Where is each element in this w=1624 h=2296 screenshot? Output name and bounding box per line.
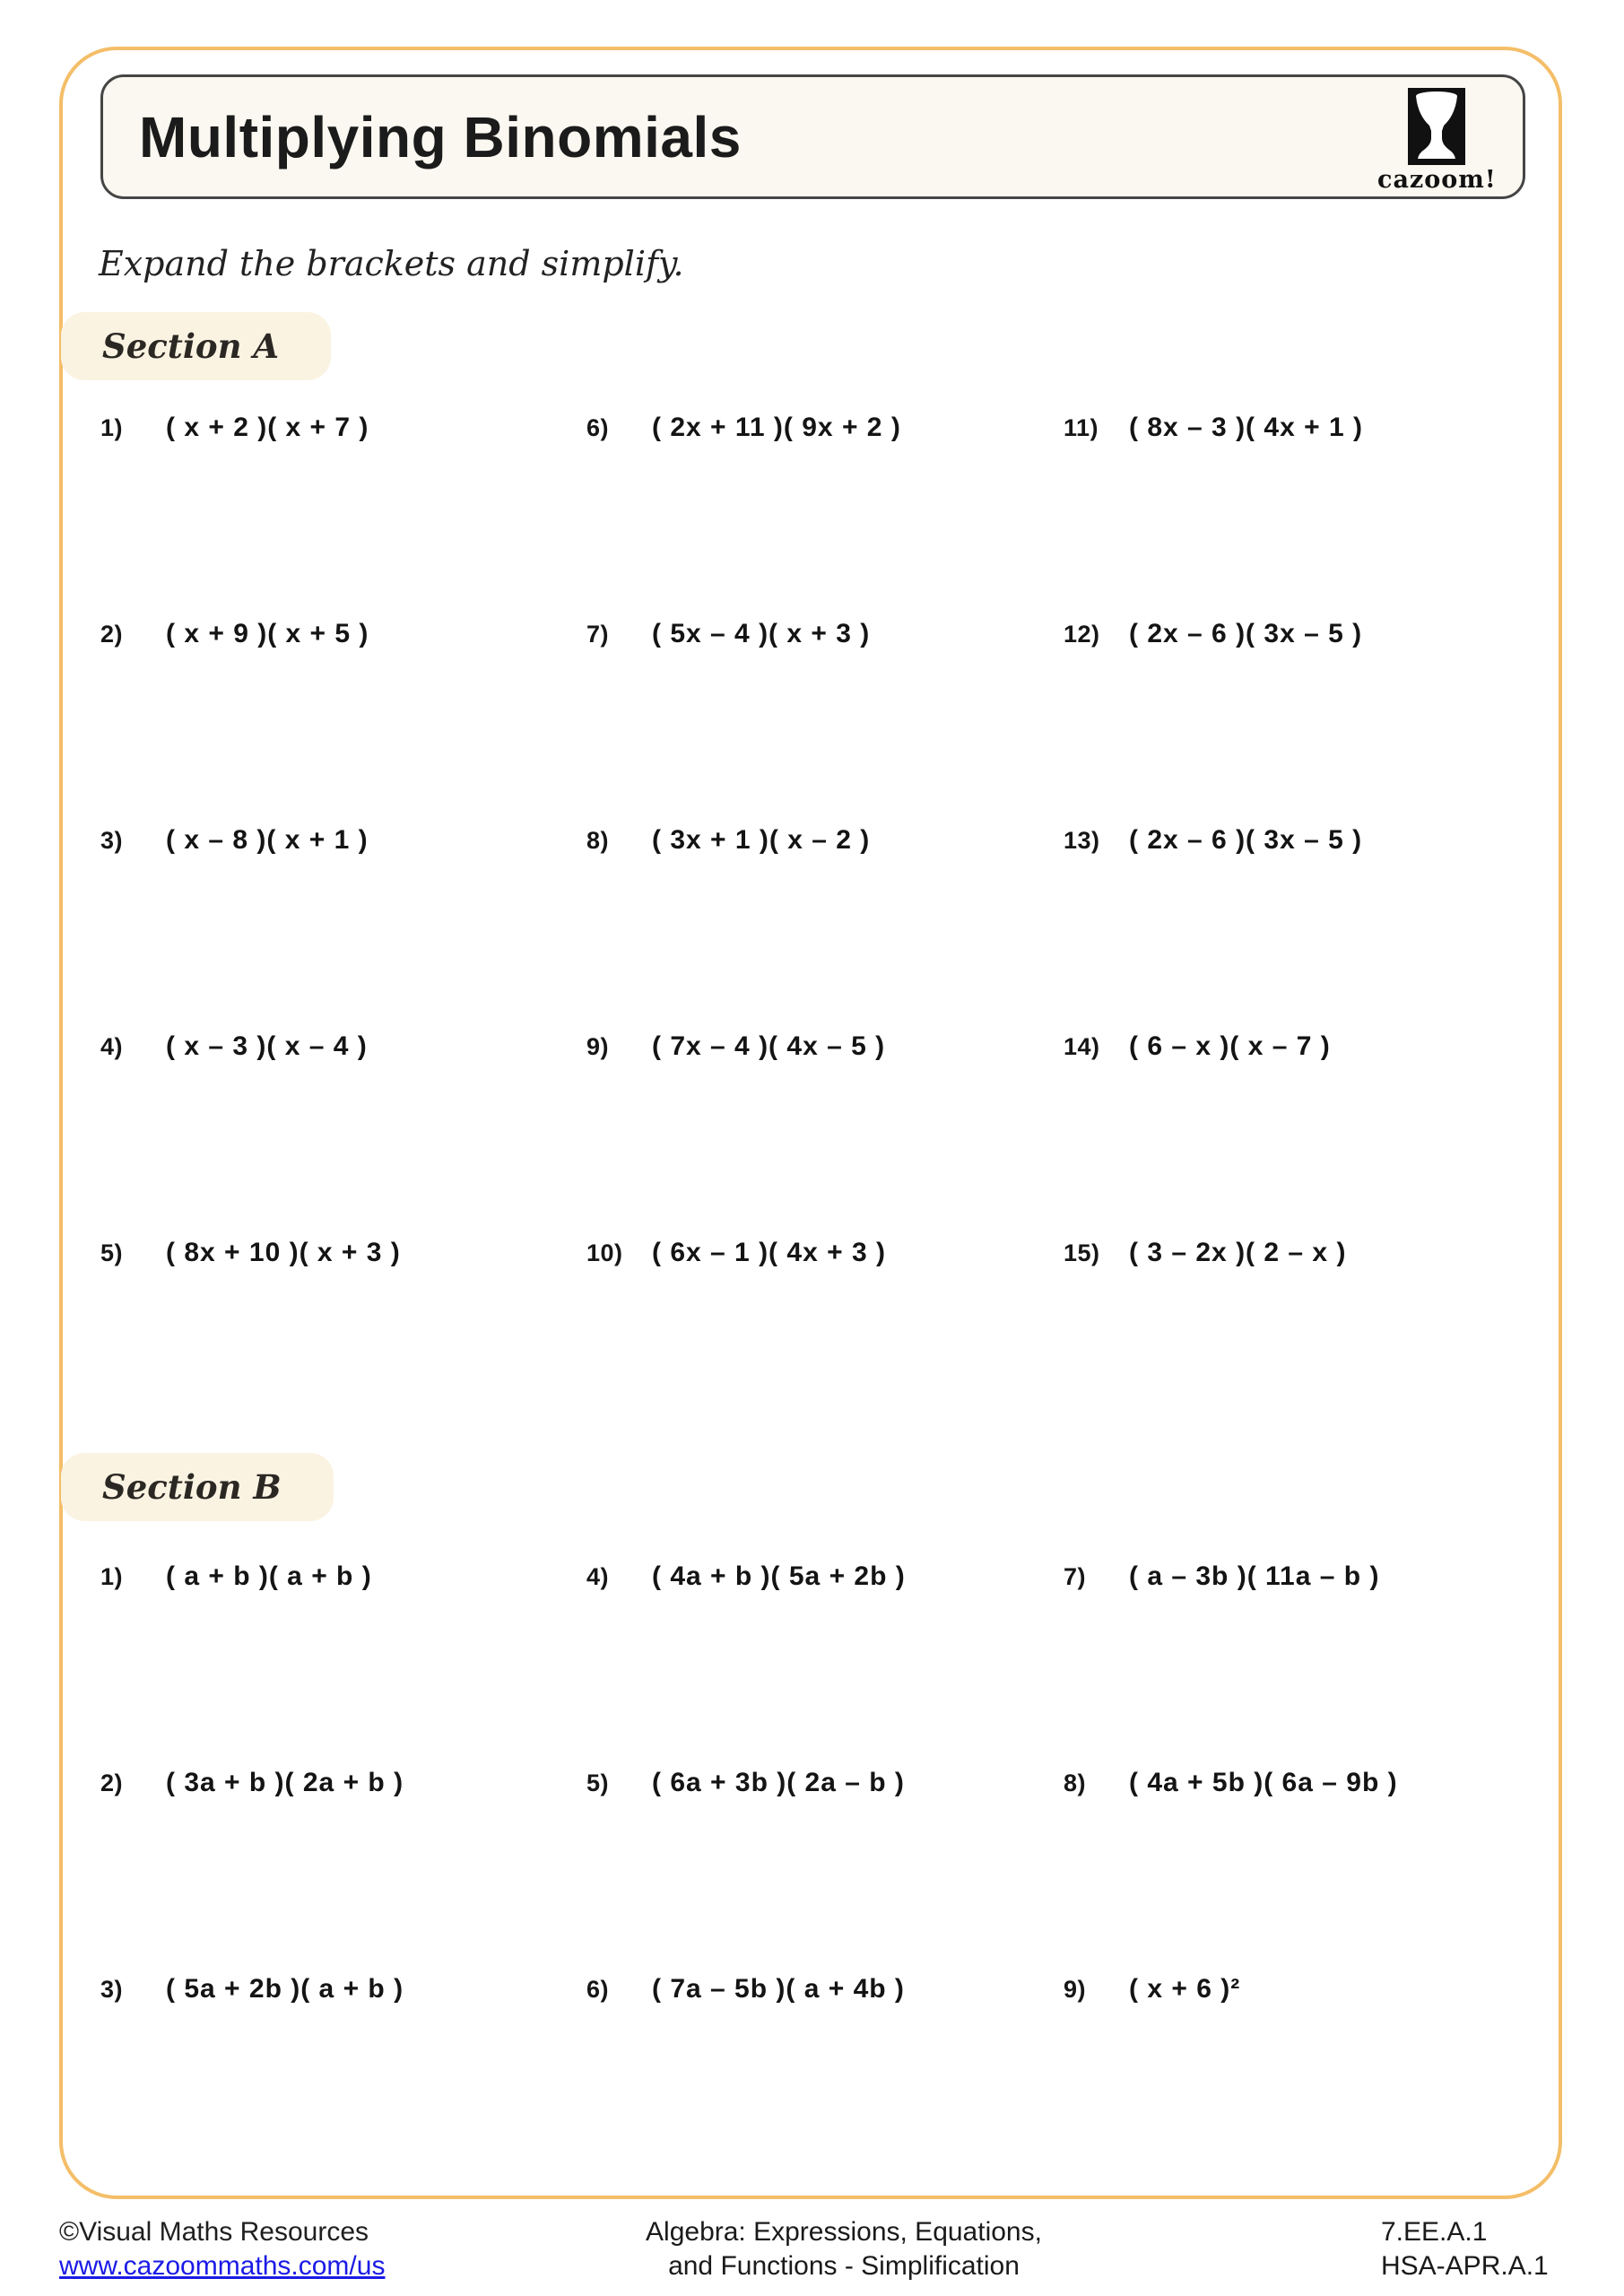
problem-a1 <box>100 413 586 619</box>
problem-number: 5) <box>100 1239 124 1266</box>
problem-number: 7) <box>1064 1563 1087 1590</box>
problem-expression: ( 6 – x )( x – 7 ) <box>1129 1031 1331 1061</box>
problem-number: 3) <box>100 827 124 854</box>
problem-a11 <box>1064 413 1363 619</box>
problem-number: 4) <box>100 1033 124 1060</box>
problem-expression: ( a + b )( a + b ) <box>166 1561 372 1591</box>
logo-brand-text: cazoom! <box>1377 166 1497 194</box>
section-b-heading <box>61 1453 334 1521</box>
problem-number: 6) <box>586 414 610 441</box>
standard-code-2: HSA-APR.A.1 <box>1381 2251 1549 2281</box>
problem-a4 <box>100 1031 586 1238</box>
problem-expression: ( 8x – 3 )( 4x + 1 ) <box>1129 413 1363 442</box>
problem-number: 3) <box>100 1976 124 2003</box>
problem-a3 <box>100 825 586 1031</box>
problem-a8 <box>586 825 1064 1031</box>
footer-category <box>642 2215 1046 2283</box>
problem-expression: ( x – 3 )( x – 4 ) <box>166 1031 368 1061</box>
problem-expression: ( 3x + 1 )( x – 2 ) <box>652 825 871 855</box>
problem-number: 12) <box>1064 621 1100 648</box>
section-a-label: Section A <box>102 326 280 366</box>
problem-expression: ( 3 – 2x )( 2 – x ) <box>1129 1238 1347 1267</box>
problem-expression: ( x + 6 )² <box>1129 1974 1241 2004</box>
standard-code-1: 7.EE.A.1 <box>1381 2217 1488 2247</box>
problem-expression: ( 2x + 11 )( 9x + 2 ) <box>652 413 901 442</box>
problem-number: 10) <box>586 1239 623 1266</box>
section-a-heading <box>61 312 331 380</box>
problem-b9 <box>1064 1974 1398 2180</box>
problem-a14 <box>1064 1031 1363 1238</box>
problem-b5 <box>586 1768 1064 1974</box>
problem-b1 <box>100 1561 586 1768</box>
section-b-problems <box>100 1561 1398 2180</box>
problem-expression: ( 4a + b )( 5a + 2b ) <box>652 1561 906 1591</box>
problem-b2 <box>100 1768 586 1974</box>
problem-a12 <box>1064 619 1363 825</box>
category-line-2: and Functions - Simplification <box>668 2251 1020 2281</box>
problem-b6 <box>586 1974 1064 2180</box>
footer-standards <box>1381 2215 1549 2283</box>
cazoom-logo <box>1377 88 1496 194</box>
problem-expression: ( 6a + 3b )( 2a – b ) <box>652 1768 905 1797</box>
problem-number: 14) <box>1064 1033 1100 1060</box>
problem-expression: ( x – 8 )( x + 1 ) <box>166 825 369 855</box>
problem-number: 6) <box>586 1976 610 2003</box>
problem-number: 15) <box>1064 1239 1100 1266</box>
page-title: Multiplying Binomials <box>139 104 742 170</box>
problem-expression: ( 4a + 5b )( 6a – 9b ) <box>1129 1768 1398 1797</box>
worksheet-header <box>100 74 1525 199</box>
problem-number: 2) <box>100 1770 124 1796</box>
problem-a10 <box>586 1238 1064 1444</box>
problem-b4 <box>586 1561 1064 1768</box>
instruction-text: Expand the brackets and simplify. <box>99 244 684 283</box>
problem-a13 <box>1064 825 1363 1031</box>
section-a-problems <box>100 413 1363 1444</box>
problem-expression: ( 7x – 4 )( 4x – 5 ) <box>652 1031 886 1061</box>
problem-b3 <box>100 1974 586 2180</box>
cazoom-website-link[interactable]: www.cazoommaths.com/us <box>59 2251 386 2281</box>
problem-number: 8) <box>1064 1770 1087 1796</box>
problem-expression: ( 2x – 6 )( 3x – 5 ) <box>1129 619 1363 648</box>
problem-a6 <box>586 413 1064 619</box>
problem-number: 9) <box>586 1033 610 1060</box>
problem-number: 2) <box>100 621 124 648</box>
category-line-1: Algebra: Expressions, Equations, <box>646 2217 1042 2247</box>
problem-expression: ( x + 2 )( x + 7 ) <box>166 413 369 442</box>
problem-a15 <box>1064 1238 1363 1444</box>
problem-number: 13) <box>1064 827 1100 854</box>
problem-a5 <box>100 1238 586 1444</box>
drum-logo-icon <box>1408 88 1465 165</box>
problem-a7 <box>586 619 1064 825</box>
problem-expression: ( 6x – 1 )( 4x + 3 ) <box>652 1238 886 1267</box>
problem-b7 <box>1064 1561 1398 1768</box>
problem-number: 11) <box>1064 414 1099 441</box>
problem-number: 5) <box>586 1770 610 1796</box>
problem-number: 4) <box>586 1563 610 1590</box>
problem-expression: ( 5x – 4 )( x + 3 ) <box>652 619 871 648</box>
problem-number: 1) <box>100 414 124 441</box>
problem-expression: ( 3a + b )( 2a + b ) <box>166 1768 404 1797</box>
problem-expression: ( 8x + 10 )( x + 3 ) <box>166 1238 401 1267</box>
problem-expression: ( 5a + 2b )( a + b ) <box>166 1974 404 2004</box>
problem-expression: ( 2x – 6 )( 3x – 5 ) <box>1129 825 1363 855</box>
problem-number: 7) <box>586 621 610 648</box>
copyright-text: ©Visual Maths Resources <box>59 2217 369 2247</box>
problem-expression: ( a – 3b )( 11a – b ) <box>1129 1561 1380 1591</box>
problem-a2 <box>100 619 586 825</box>
problem-number: 9) <box>1064 1976 1087 2003</box>
problem-b8 <box>1064 1768 1398 1974</box>
problem-a9 <box>586 1031 1064 1238</box>
problem-expression: ( 7a – 5b )( a + 4b ) <box>652 1974 905 2004</box>
problem-expression: ( x + 9 )( x + 5 ) <box>166 619 369 648</box>
footer-attribution <box>59 2215 385 2283</box>
problem-number: 1) <box>100 1563 124 1590</box>
section-b-label: Section B <box>102 1467 282 1507</box>
problem-number: 8) <box>586 827 610 854</box>
